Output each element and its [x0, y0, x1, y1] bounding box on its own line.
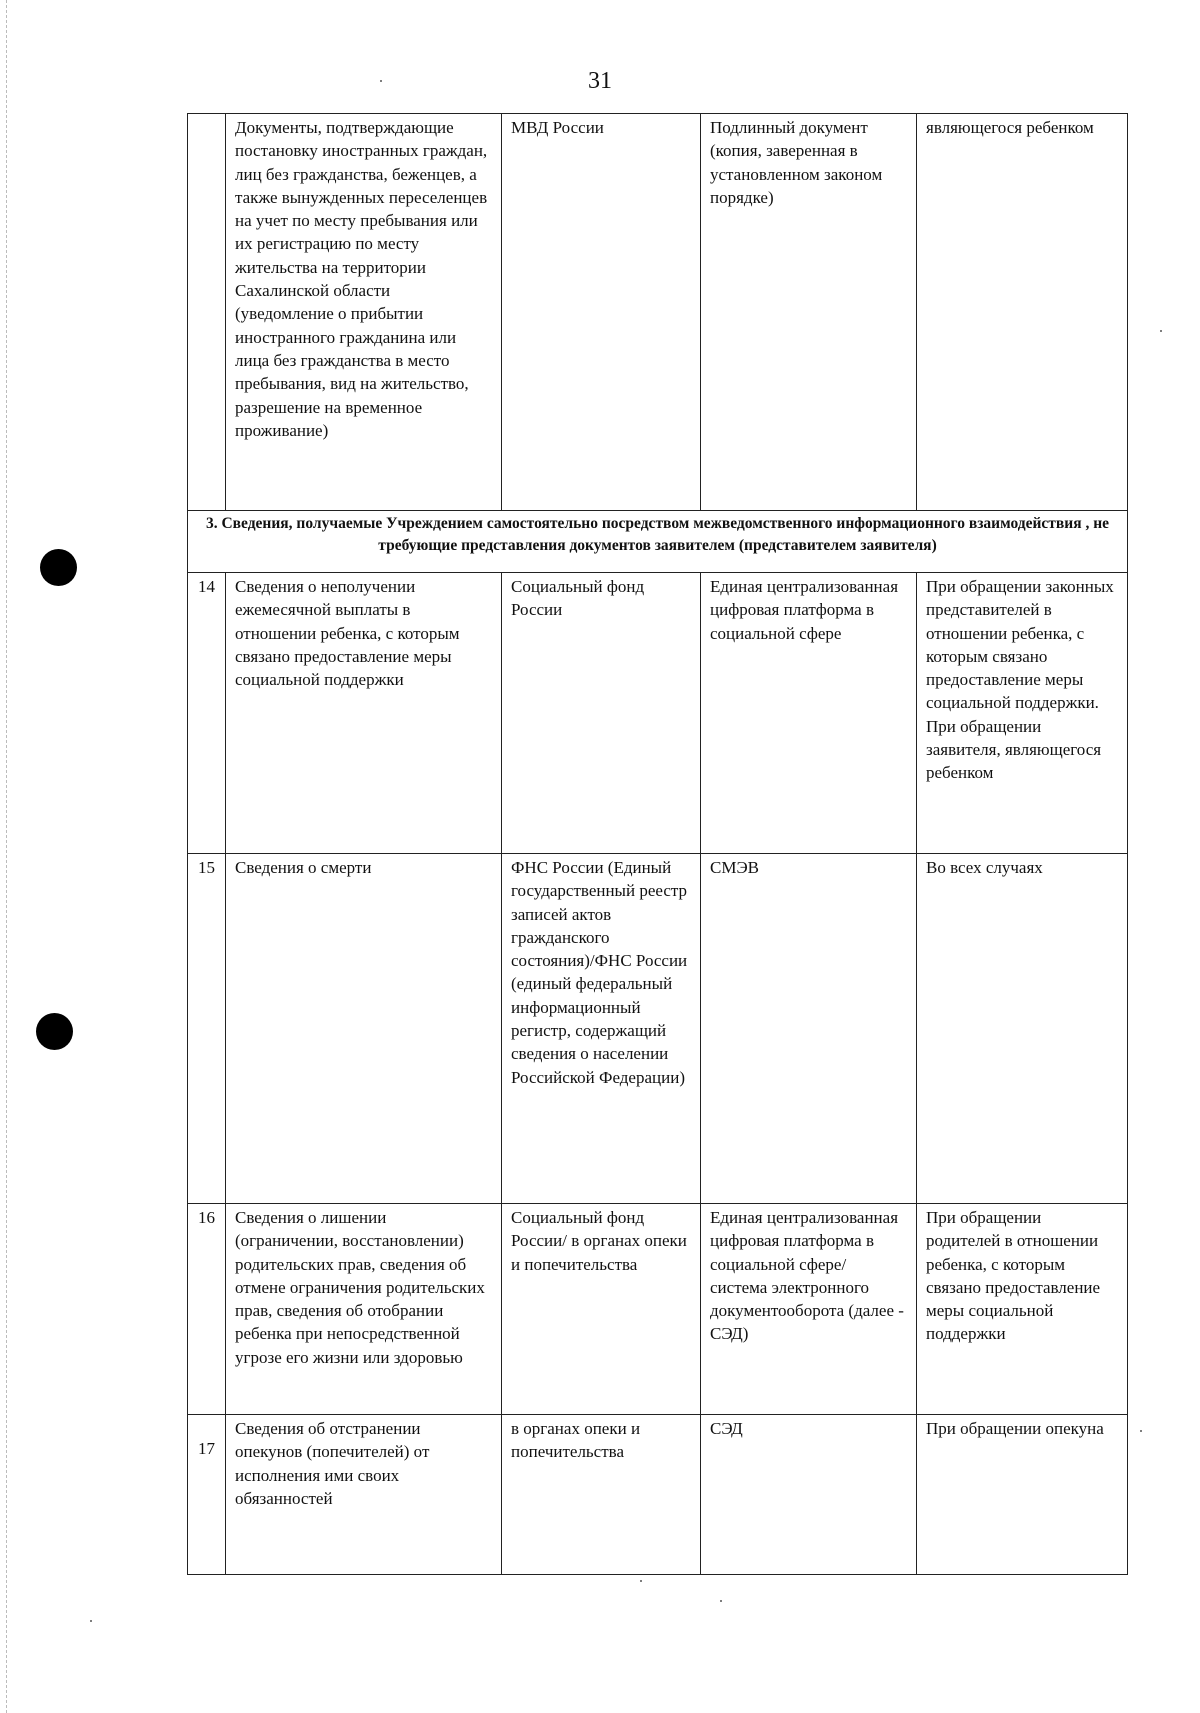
document-name: Документы, подтверждающие постановку иностранных граждан, лиц без гражданства, беженцев, а также вынужденных переселенцев на учет по месту пребывания или их регистрацию по месту жительства на территории Сахалинской области (уведомление о прибытии иностранного гражданина или лица без гражданства в место пребывания, вид на жительство, разрешение на временное проживание) [226, 114, 502, 511]
source-agency: Социальный фонд России [502, 573, 701, 854]
scan-speckle [720, 1600, 722, 1602]
row-number: 17 [188, 1415, 226, 1575]
scan-speckle [90, 1620, 92, 1622]
row-number: 16 [188, 1204, 226, 1415]
table-row [188, 573, 1128, 854]
document-form: Единая централизованная цифровая платформа в социальной сфере/ система электронного документооборота (далее - СЭД) [701, 1204, 917, 1415]
scan-speckle [1160, 330, 1162, 332]
condition: являющегося ребенком [917, 114, 1128, 511]
row-number [188, 114, 226, 511]
scan-edge [0, 0, 7, 1713]
scan-speckle [380, 80, 382, 82]
documents-table [187, 113, 1128, 1575]
binder-hole-mark [36, 1013, 73, 1050]
section-heading-row [188, 511, 1128, 573]
document-name: Сведения о смерти [226, 854, 502, 1204]
document-form: Единая централизованная цифровая платформа в социальной сфере [701, 573, 917, 854]
condition: Во всех случаях [917, 854, 1128, 1204]
document-form: СМЭВ [701, 854, 917, 1204]
section-heading: 3. Сведения, получаемые Учреждением самостоятельно посредством межведомственного информационного взаимодействия , не требующие представления документов заявителем (представителем заявителя) [188, 511, 1128, 573]
table-row [188, 854, 1128, 1204]
page-number: 31 [588, 68, 612, 94]
scan-speckle [1140, 1430, 1142, 1432]
row-number: 14 [188, 573, 226, 854]
document-name: Сведения об отстранении опекунов (попечителей) от исполнения ими своих обязанностей [226, 1415, 502, 1575]
source-agency: ФНС России (Единый государственный реестр записей актов гражданского состояния)/ФНС России (единый федеральный информационный регистр, содержащий сведения о населении Российской Федерации) [502, 854, 701, 1204]
source-agency: Социальный фонд России/ в органах опеки и попечительства [502, 1204, 701, 1415]
document-form: Подлинный документ (копия, заверенная в установленном законом порядке) [701, 114, 917, 511]
condition: При обращении законных представителей в отношении ребенка, с которым связано предоставление меры социальной поддержки. При обращении заявителя, являющегося ребенком [917, 573, 1128, 854]
document-name: Сведения о неполучении ежемесячной выплаты в отношении ребенка, с которым связано предоставление меры социальной поддержки [226, 573, 502, 854]
binder-hole-mark [40, 549, 77, 586]
condition: При обращении опекуна [917, 1415, 1128, 1575]
table-row [188, 1204, 1128, 1415]
document-form: СЭД [701, 1415, 917, 1575]
condition: При обращении родителей в отношении ребенка, с которым связано предоставление меры социальной поддержки [917, 1204, 1128, 1415]
document-name: Сведения о лишении (ограничении, восстановлении) родительских прав, сведения об отмене ограничения родительских прав, сведения об отобрании ребенка при непосредственной угрозе его жизни или здоровью [226, 1204, 502, 1415]
source-agency: в органах опеки и попечительства [502, 1415, 701, 1575]
scan-speckle [640, 1580, 642, 1582]
row-number: 15 [188, 854, 226, 1204]
source-agency: МВД России [502, 114, 701, 511]
table-row [188, 1415, 1128, 1575]
table-row [188, 114, 1128, 511]
